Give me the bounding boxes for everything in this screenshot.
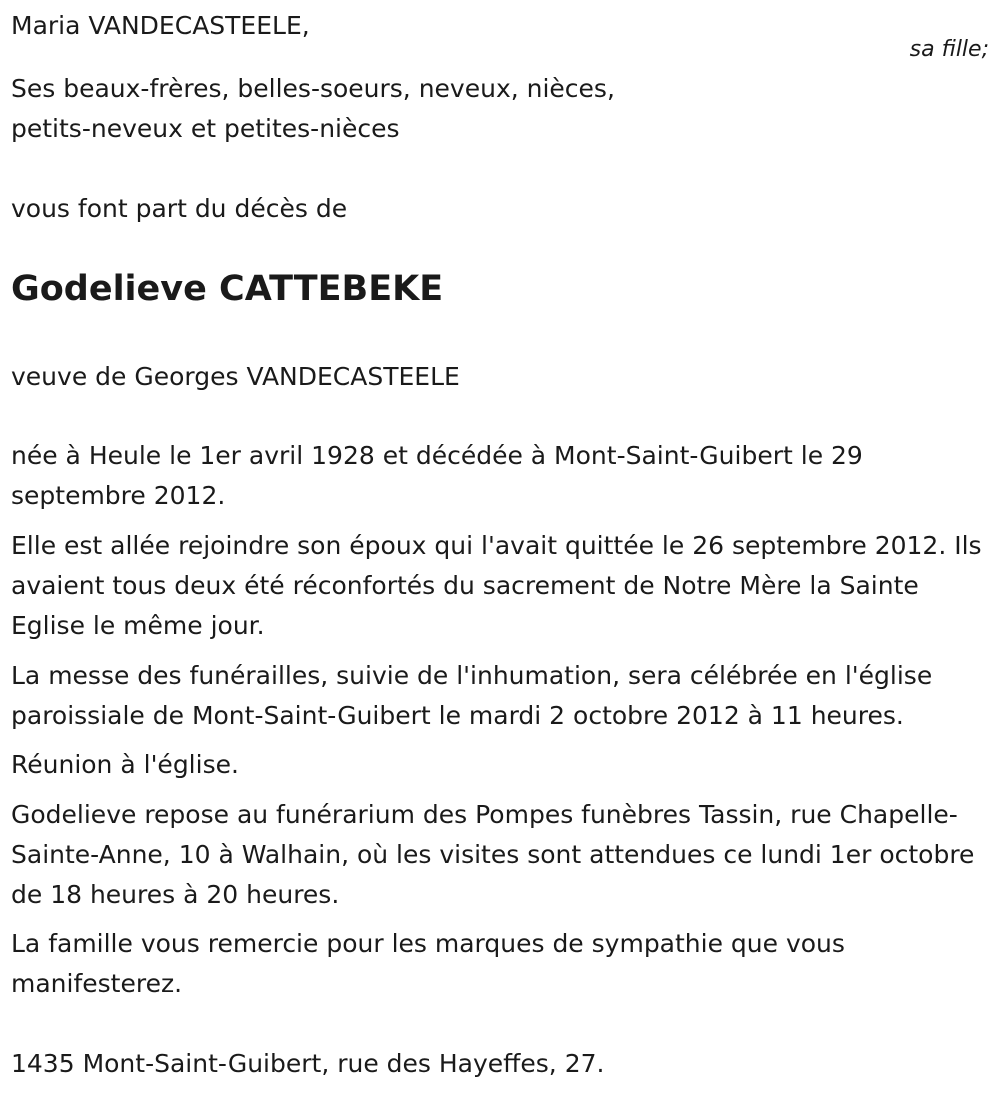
deceased-name: Godelieve CATTEBEKE	[11, 269, 444, 309]
relatives-line-1: Ses beaux-frères, belles-soeurs, neveux, nièces,	[11, 74, 615, 103]
thanks-paragraph: La famille vous remercie pour les marques de sympathie que vous manifesterez.	[11, 929, 845, 998]
family-address: 1435 Mont-Saint-Guibert, rue des Hayeffes, 27.	[11, 1049, 605, 1078]
meeting-paragraph: Réunion à l'église.	[11, 750, 239, 779]
repose-paragraph: Godelieve repose au funérarium des Pompes funèbres Tassin, rue Chapelle-Sainte-Anne, 10 à Walhain, où les visites sont attendues ce lundi 1er octobre de 18 heures à 20 heures.	[11, 800, 975, 909]
rejoined-paragraph: Elle est allée rejoindre son époux qui l'avait quittée le 26 septembre 2012. Ils avaient tous deux été réconfortés du sacrement de Notre Mère la Sainte Eglise le même jour.	[11, 531, 982, 640]
birth-death-paragraph: née à Heule le 1er avril 1928 et décédée à Mont-Saint-Guibert le 29 septembre 2012.	[11, 441, 863, 510]
relatives-line-2: petits-neveux et petites-nièces	[11, 114, 400, 143]
funeral-mass-paragraph: La messe des funérailles, suivie de l'inhumation, sera célébrée en l'église paroissiale de Mont-Saint-Guibert le mardi 2 octobre 2012 à 11 heures.	[11, 661, 933, 730]
widow-of: veuve de Georges VANDECASTEELE	[11, 362, 460, 391]
announcement-intro: vous font part du décès de	[11, 194, 348, 223]
first-mourner: Maria VANDECASTEELE,	[11, 11, 310, 40]
first-mourner-relation: sa fille;	[909, 37, 989, 62]
